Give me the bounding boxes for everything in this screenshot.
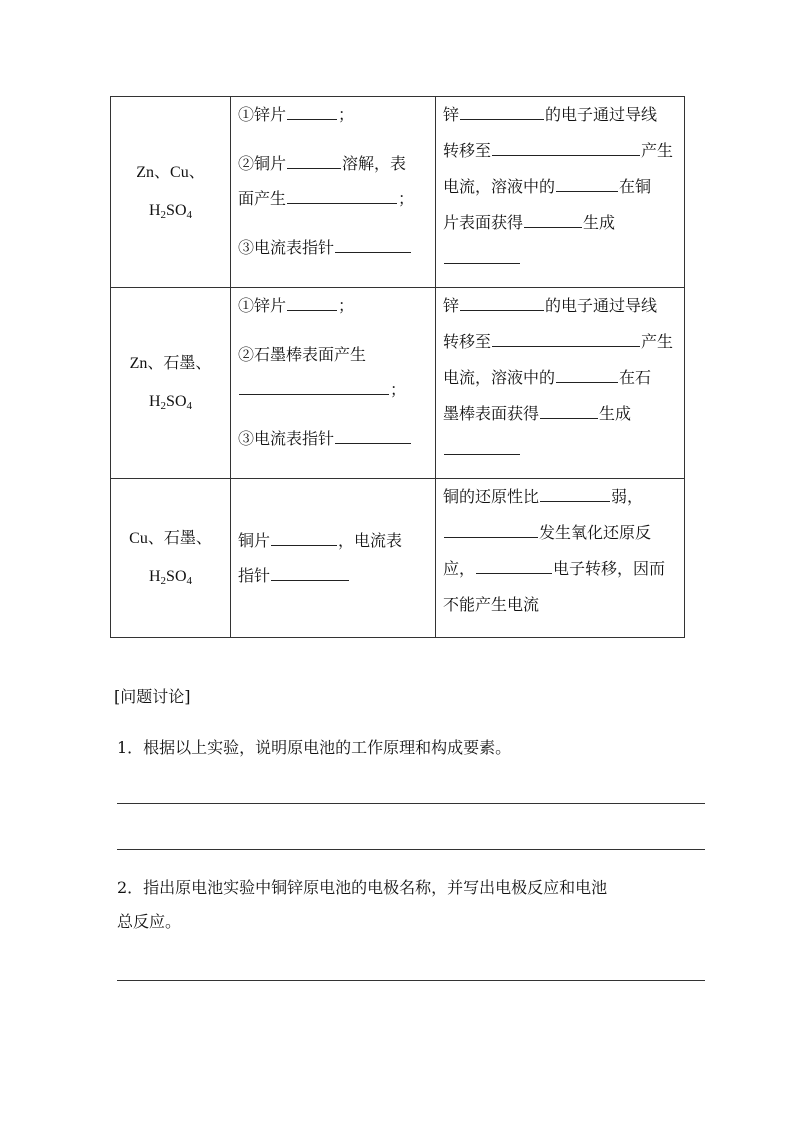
materials-cell bbox=[111, 288, 231, 479]
fill-blank[interactable] bbox=[287, 294, 337, 311]
fill-blank[interactable] bbox=[460, 103, 544, 120]
fill-blank[interactable] bbox=[556, 175, 618, 192]
explanation-text: 应， bbox=[443, 559, 476, 578]
fill-blank[interactable] bbox=[476, 557, 552, 574]
section-title: [问题讨论] bbox=[114, 687, 191, 706]
explanation-text: 锌 bbox=[443, 296, 460, 315]
explanation-text: 电流，溶液中的 bbox=[443, 177, 556, 196]
explanation-text: 弱， bbox=[611, 487, 644, 506]
phenomenon-text: ③电流表指针 bbox=[238, 429, 335, 448]
answer-line[interactable] bbox=[117, 803, 705, 804]
explanation-cell bbox=[436, 479, 685, 638]
explanation-text: 片表面获得 bbox=[443, 213, 524, 232]
answer-line[interactable] bbox=[117, 980, 705, 981]
fill-blank[interactable] bbox=[271, 564, 349, 581]
explanation-text: 生成 bbox=[583, 213, 616, 232]
materials-line: Cu、石墨、 bbox=[129, 530, 212, 547]
phenomenon-text: 指针 bbox=[238, 566, 271, 585]
explanation-text: 墨棒表面获得 bbox=[443, 404, 540, 423]
fill-blank[interactable] bbox=[556, 366, 618, 383]
explanation-text: 的电子通过导线 bbox=[545, 296, 658, 315]
punctuation: ； bbox=[390, 380, 407, 399]
explanation-text: 的电子通过导线 bbox=[545, 105, 658, 124]
phenomenon-text: ①锌片 bbox=[238, 105, 287, 124]
fill-blank[interactable] bbox=[287, 187, 397, 204]
explanation-text: 发生氧化还原反 bbox=[539, 523, 652, 542]
fill-blank[interactable] bbox=[287, 103, 337, 120]
phenomenon-text: ③电流表指针 bbox=[238, 238, 335, 257]
fill-blank[interactable] bbox=[540, 485, 610, 502]
question-2-line-1: 2．指出原电池实验中铜锌原电池的电极名称，并写出电极反应和电池 bbox=[117, 878, 608, 897]
explanation-text: 转移至 bbox=[443, 141, 492, 160]
materials-cell bbox=[111, 97, 231, 288]
table-row bbox=[111, 97, 685, 288]
explanation-text: 产生 bbox=[641, 332, 674, 351]
explanation-text: 在铜 bbox=[619, 177, 652, 196]
explanation-text: 铜的还原性比 bbox=[443, 487, 540, 506]
fill-blank[interactable] bbox=[524, 211, 582, 228]
explanation-cell bbox=[436, 97, 685, 288]
fill-blank[interactable] bbox=[444, 247, 520, 264]
explanation-text: 转移至 bbox=[443, 332, 492, 351]
explanation-text: 锌 bbox=[443, 105, 460, 124]
phenomenon-text: ①锌片 bbox=[238, 296, 287, 315]
answer-line[interactable] bbox=[117, 849, 705, 850]
phenomena-cell bbox=[231, 288, 436, 479]
fill-blank[interactable] bbox=[239, 378, 389, 395]
phenomenon-text: ，电流表 bbox=[338, 531, 403, 550]
fill-blank[interactable] bbox=[540, 402, 598, 419]
electrolyte-formula: $H_2SO_4$ bbox=[148, 393, 192, 412]
fill-blank[interactable] bbox=[335, 236, 411, 253]
explanation-text: 在石 bbox=[619, 368, 652, 387]
electrolyte-formula: $H_2SO_4$ bbox=[148, 568, 192, 587]
phenomenon-text: ②石墨棒表面产生 bbox=[238, 345, 367, 364]
phenomenon-text: 铜片 bbox=[238, 531, 271, 550]
fill-blank[interactable] bbox=[287, 152, 341, 169]
explanation-text: 产生 bbox=[641, 141, 674, 160]
fill-blank[interactable] bbox=[335, 427, 411, 444]
phenomena-cell bbox=[231, 479, 436, 638]
explanation-text: 电流，溶液中的 bbox=[443, 368, 556, 387]
fill-blank[interactable] bbox=[492, 330, 640, 347]
explanation-text: 电子转移，因而 bbox=[553, 559, 666, 578]
fill-blank[interactable] bbox=[444, 521, 538, 538]
punctuation: ； bbox=[338, 296, 355, 315]
table-row bbox=[111, 288, 685, 479]
punctuation: ； bbox=[338, 105, 355, 124]
phenomenon-text: 面产生 bbox=[238, 189, 287, 208]
explanation-text: 生成 bbox=[599, 404, 632, 423]
phenomenon-text: ②铜片 bbox=[238, 154, 287, 173]
experiment-table bbox=[110, 96, 685, 638]
explanation-text: 不能产生电流 bbox=[443, 595, 540, 614]
question-2-line-2: 总反应。 bbox=[117, 912, 182, 931]
materials-line: Zn、石墨、 bbox=[129, 355, 212, 372]
punctuation: ； bbox=[398, 189, 415, 208]
table-row bbox=[111, 479, 685, 638]
explanation-cell bbox=[436, 288, 685, 479]
fill-blank[interactable] bbox=[460, 294, 544, 311]
fill-blank[interactable] bbox=[492, 139, 640, 156]
fill-blank[interactable] bbox=[444, 438, 520, 455]
phenomenon-text: 溶解，表 bbox=[342, 154, 407, 173]
fill-blank[interactable] bbox=[271, 529, 337, 546]
materials-line: Zn、Cu、 bbox=[136, 164, 205, 181]
electrolyte-formula: $H_2SO_4$ bbox=[148, 202, 192, 221]
question-1: 1．根据以上实验，说明原电池的工作原理和构成要素。 bbox=[117, 738, 512, 757]
materials-cell bbox=[111, 479, 231, 638]
phenomena-cell bbox=[231, 97, 436, 288]
